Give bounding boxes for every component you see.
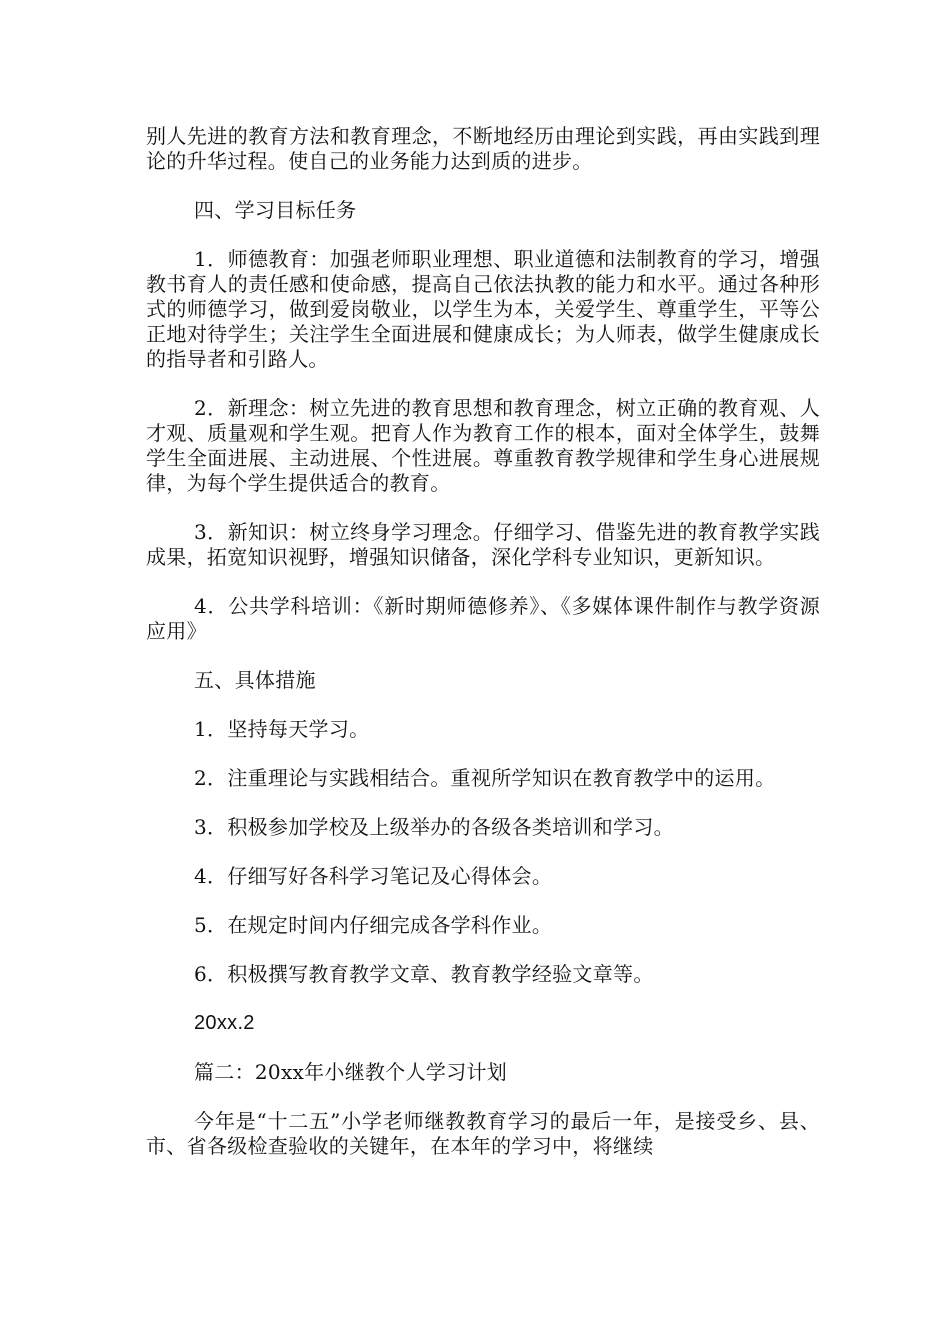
- measure-item-4: 4．仔细写好各科学习笔记及心得体会。: [194, 864, 553, 888]
- section-heading-measures: 五、具体措施: [194, 668, 316, 692]
- section-heading-goals: 四、学习目标任务: [194, 198, 357, 222]
- measure-item-1: 1．坚持每天学习。: [194, 717, 370, 741]
- goal-item-3: 3．新知识：树立终身学习理念。仔细学习、借鉴先进的教育教学实践成果，拓宽知识视野，增强知识储备，深化学科专业知识，更新知识。: [146, 520, 820, 569]
- article-two-heading: 篇二：20xx年小继教个人学习计划: [194, 1060, 508, 1084]
- measure-item-3: 3．积极参加学校及上级举办的各级各类培训和学习。: [194, 815, 674, 839]
- measure-item-6: 6．积极撰写教育教学文章、教育教学经验文章等。: [194, 962, 654, 986]
- date-line: 20xx.2: [194, 1012, 255, 1034]
- measure-item-2: 2．注重理论与实践相结合。重视所学知识在教育教学中的运用。: [194, 766, 776, 790]
- measure-item-5: 5．在规定时间内仔细完成各学科作业。: [194, 913, 553, 937]
- goal-item-1: 1．师德教育：加强老师职业理想、职业道德和法制教育的学习，增强教书育人的责任感和使命感，提高自己依法执教的能力和水平。通过各种形式的师德学习，做到爱岗敬业，以学生为本，关爱学生、尊重学生，平等公正地对待学生；关注学生全面进展和健康成长；为人师表，做学生健康成长的指导者和引路人。: [146, 247, 820, 371]
- goal-item-4: 4．公共学科培训：《新时期师德修养》、《多媒体课件制作与教学资源应用》: [146, 594, 820, 643]
- goal-item-2: 2．新理念：树立先进的教育思想和教育理念，树立正确的教育观、人才观、质量观和学生观。把育人作为教育工作的根本，面对全体学生，鼓舞学生全面进展、主动进展、个性进展。尊重教育教学规律和学生身心进展规律，为每个学生提供适合的教育。: [146, 396, 820, 495]
- paragraph-intro-continuation: 别人先进的教育方法和教育理念，不断地经历由理论到实践，再由实践到理论的升华过程。使自己的业务能力达到质的进步。: [146, 124, 820, 173]
- article-two-opening-paragraph: 今年是“十二五”小学老师继教教育学习的最后一年，是接受乡、县、市、省各级检查验收的关键年，在本年的学习中，将继续: [146, 1109, 820, 1158]
